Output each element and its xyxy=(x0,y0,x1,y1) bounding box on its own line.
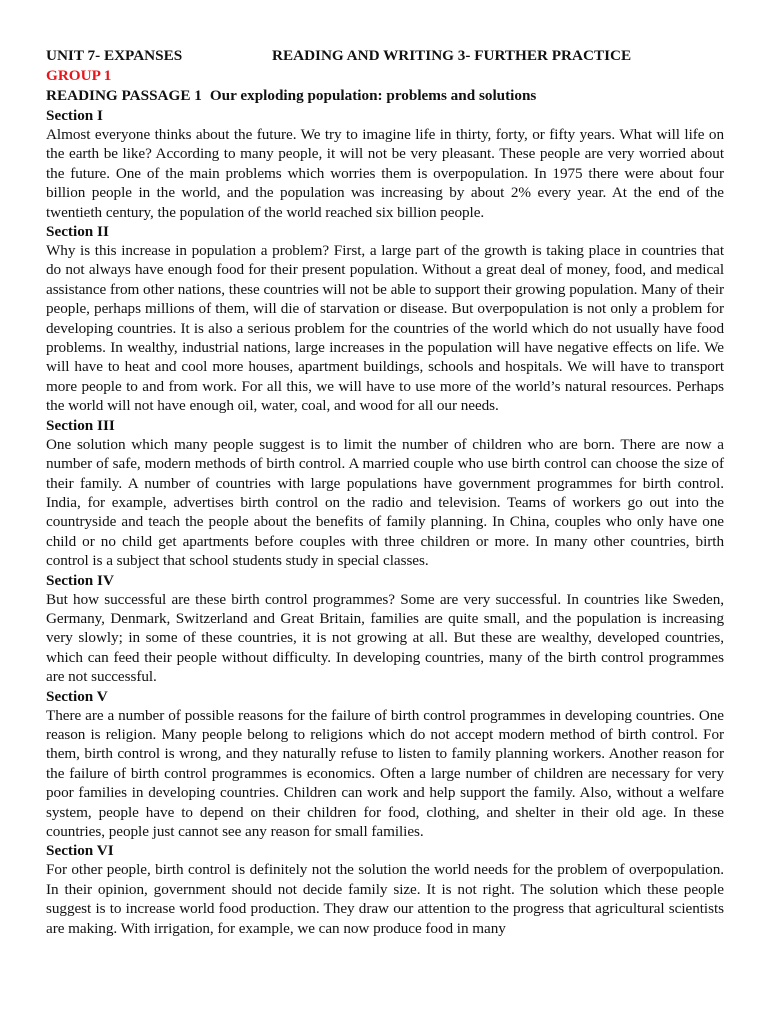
document-page xyxy=(46,46,724,938)
section-paragraph: For other people, birth control is definitely not the solution the world needs for the problem of overpopulation. In their opinion, government should not decide family size. It is not right. The solution which these people suggest is to increase world food production. They draw our attention to the progress that agricultural scientists are making. With irrigation, for example, we can now produce food in many xyxy=(46,861,724,937)
section-heading: Section I xyxy=(46,107,103,124)
section-paragraph: There are a number of possible reasons for the failure of birth control programmes in developing countries. One reason is religion. Many people belong to religions which do not accept modern method of birth control. For them, birth control is wrong, and they naturally refuse to listen to family planning workers. Another reason for the failure of birth control programmes is economics. Often a large number of children are necessary for very poor families in developing countries. Children can work and help support the family. Also, without a welfare system, people have to depend on their children for food, clothing, and shelter in their old age. In these countries, people just cannot see any reason for small families. xyxy=(46,706,724,840)
passage-title xyxy=(46,86,724,106)
header-line xyxy=(46,46,724,66)
section-paragraph: Why is this increase in population a problem? First, a large part of the growth is taking place in countries that do not always have enough food for their present population. Without a great deal of money, food, and medical assistance from other nations, these countries will not be able to support their growing population. Many of their people, perhaps millions of them, will die of starvation or disease. But overpopulation is not only a problem for developing countries. It is also a serious problem for the countries of the world which do not usually have food problems. In wealthy, industrial nations, large increases in the population will have negative effects on life. We will have to heat and cool more houses, apartment buildings, schools and hospitals. We will have to transport more people to and from work. For all this, we will have to use more of the world’s natural resources. Perhaps the world will not have enough oil, water, coal, and wood for all our needs. xyxy=(46,242,725,415)
section-heading: Section III xyxy=(46,416,115,434)
passage-subtitle: Our exploding population: problems and solutions xyxy=(209,87,537,104)
section-paragraph: But how successful are these birth control programmes? Some are very successful. In countries like Sweden, Germany, Denmark, Switzerland and Great Britain, families are quite small, and the population is increasing very slowly; in some of these countries, it is not growing at all. But these are wealthy, developed countries, which can feed their people without difficulty. In developing countries, many of the birth control programmes are not successful. xyxy=(46,590,724,686)
topic-title: READING AND WRITING 3- FURTHER PRACTICE xyxy=(272,47,632,64)
section-heading: Section II xyxy=(46,223,109,241)
group-label: GROUP 1 xyxy=(46,67,112,84)
unit-title: UNIT 7- EXPANSES xyxy=(46,47,183,64)
passage-label: READING PASSAGE 1 xyxy=(46,87,202,104)
section-heading: Section V xyxy=(46,687,108,705)
section-paragraph: Almost everyone thinks about the future. We try to imagine life in thirty, forty, or fifty years. What will life on the earth be like? According to many people, it will not be very pleasant. These people are very worried about the future. One of the main problems which worries them is overpopulation. In 1975 there were about four billion people in the world, and the population was increasing by about 2% every year. At the end of the twentieth century, the population of the world reached six billion people. xyxy=(46,126,724,221)
section-heading: Section IV xyxy=(46,571,114,589)
section-heading: Section VI xyxy=(46,842,114,860)
section-paragraph: One solution which many people suggest is to limit the number of children who are born. There are now a number of safe, modern methods of birth control. A married couple who use birth control can choose the size of their family. A number of countries with large populations have government programmes for birth control. India, for example, advertises birth control on the radio and television. Teams of workers go out into the countryside and teach the people about the benefits of family planning. In China, couples who only have one child or no child get apartments before couples with three children or more. In many other countries, birth control is a subject that school students study in special classes. xyxy=(46,435,724,570)
